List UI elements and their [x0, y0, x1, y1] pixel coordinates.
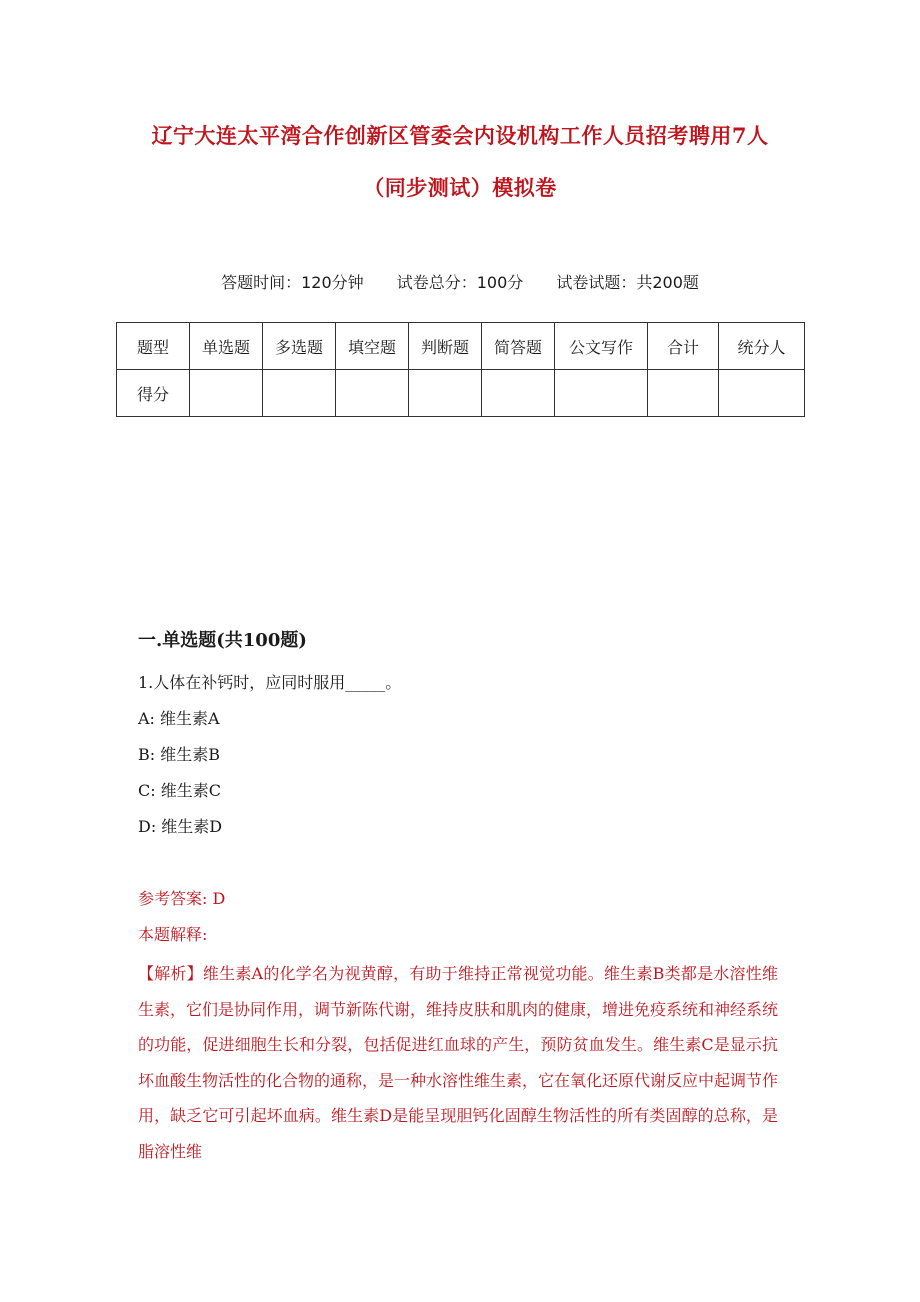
header-cell: 合计 [648, 323, 719, 370]
score-table-header-row [117, 323, 805, 370]
score-table [116, 322, 805, 417]
explanation-label: 本题解释: [138, 925, 208, 944]
score-row-label: 得分 [117, 370, 190, 417]
exam-meta [0, 270, 920, 293]
header-cell: 多选题 [263, 323, 336, 370]
header-cell: 统分人 [719, 323, 805, 370]
score-cell [409, 370, 482, 417]
score-cell [648, 370, 719, 417]
score-cell [336, 370, 409, 417]
document-title-line1: 辽宁大连太平湾合作创新区管委会内设机构工作人员招考聘用7人 [151, 123, 769, 148]
score-table-score-row [117, 370, 805, 417]
explanation-text: 【解析】维生素A的化学名为视黄醇，有助于维持正常视觉功能。维生素B类都是水溶性维生素，它们是协同作用，调节新陈代谢，维持皮肤和肌肉的健康，增进免疫系统和神经系统的功能，促进细胞生长和分裂，包括促进红血球的产生，预防贫血发生。维生素C是显示抗坏血酸生物活性的化合物的通称，是一种水溶性维生素，它在氧化还原代谢反应中起调节作用，缺乏它可引起坏血病。维生素D是能呈现胆钙化固醇生物活性的所有类固醇的总称，是脂溶性维 [138, 964, 779, 1161]
exam-time: 答题时间：120分钟 [221, 273, 364, 292]
option-d: D: 维生素D [138, 817, 223, 836]
score-cell [555, 370, 648, 417]
header-cell: 填空题 [336, 323, 409, 370]
score-cell [482, 370, 555, 417]
section-title: 一.单选题(共100题) [138, 630, 307, 651]
option-b: B: 维生素B [138, 745, 220, 764]
option-c: C: 维生素C [138, 781, 221, 800]
reference-answer: 参考答案: D [138, 889, 226, 908]
question-stem: 1.人体在补钙时，应同时服用_____。 [138, 673, 402, 692]
option-a: A: 维生素A [138, 709, 220, 728]
header-cell: 题型 [117, 323, 190, 370]
document-title-line2: （同步测试）模拟卷 [363, 175, 557, 200]
header-cell: 公文写作 [555, 323, 648, 370]
score-cell [190, 370, 263, 417]
header-cell: 判断题 [409, 323, 482, 370]
exam-total-score: 试卷总分：100分 [396, 273, 524, 292]
exam-question-count: 试卷试题：共200题 [556, 273, 699, 292]
score-cell [719, 370, 805, 417]
header-cell: 单选题 [190, 323, 263, 370]
score-cell [263, 370, 336, 417]
header-cell: 简答题 [482, 323, 555, 370]
